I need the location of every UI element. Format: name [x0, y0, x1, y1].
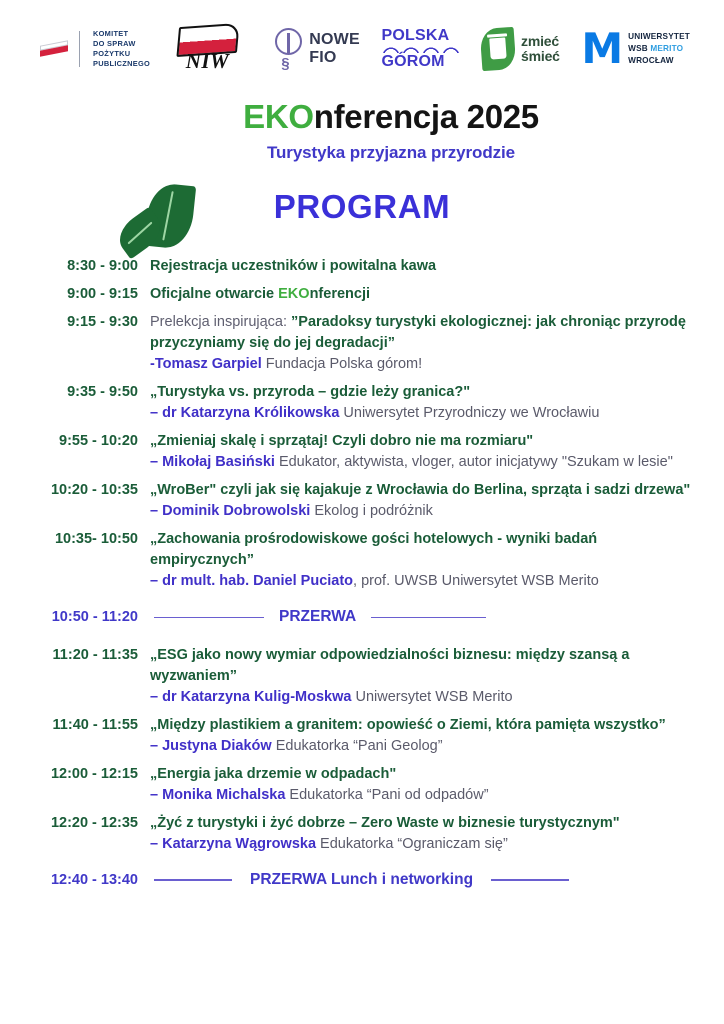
schedule-speaker-name: Katarzyna Wągrowska	[162, 835, 317, 852]
schedule-lead-in: Prelekcja inspirująca:	[150, 314, 292, 331]
schedule-dash: –	[150, 688, 163, 705]
schedule-speaker-affiliation: Edukatorka “Ograniczam się”	[316, 835, 508, 852]
schedule-talk-title: „WroBer" czyli jak się kajakuje z Wrocławia do Berlina, sprząta i sadzi drzewa"	[150, 482, 691, 499]
schedule-talk-title: „Żyć z turystyki i żyć dobrze – Zero Waste w biznesie turystycznym"	[150, 814, 620, 831]
leaf-logo-icon	[113, 184, 205, 262]
schedule-talk-title: „Turystyka vs. przyroda – gdzie leży granica?"	[150, 384, 471, 401]
schedule-time: 12:40 - 13:40	[50, 871, 138, 888]
logo-zmiec-line2: śmieć	[521, 48, 560, 64]
schedule-plain-pre: Oficjalne otwarcie	[150, 286, 279, 303]
schedule-row	[22, 813, 702, 855]
schedule-speaker-name: Dominik Dobrowolski	[162, 503, 311, 520]
page-title-accent: EKO	[243, 98, 314, 135]
schedule-body	[150, 480, 702, 522]
schedule-speaker-name: Justyna Diaków	[162, 737, 272, 754]
logo-nowe-fio	[275, 28, 360, 70]
break-divider-left	[154, 879, 232, 881]
schedule-time: 12:00 - 12:15	[50, 765, 138, 782]
schedule-body	[150, 284, 702, 305]
schedule-time: 9:15 - 9:30	[67, 314, 138, 331]
schedule-time: 11:40 - 11:55	[52, 716, 138, 733]
schedule-time: 10:35- 10:50	[54, 531, 138, 548]
logo-fio-line2: FIO	[309, 49, 337, 66]
logo-komitet-line2: DO SPRAW	[93, 38, 136, 48]
schedule-speaker-affiliation: Edukator, aktywista, vloger, autor inicjatywy "Szukam w lesie"	[274, 454, 673, 471]
break-divider-right	[491, 879, 569, 881]
schedule-body	[150, 312, 702, 375]
schedule-dash: –	[150, 503, 163, 520]
logo-wsb-merito: MERITO	[650, 44, 684, 54]
schedule-talk-title: ”Paradoksy turystyki ekologicznej: jak chroniąc przyrodę przyczyniamy się do jej degradacji”	[150, 314, 686, 352]
schedule-row	[22, 480, 702, 522]
schedule-speaker-affiliation: Edukatorka “Pani od odpadów”	[285, 786, 489, 803]
break-body	[150, 606, 702, 628]
polish-flag-icon	[38, 38, 72, 60]
schedule-time: 10:50 - 11:20	[51, 608, 138, 625]
schedule-row	[22, 431, 702, 473]
schedule-speaker-affiliation: Fundacja Polska górom!	[261, 356, 423, 373]
divider	[79, 31, 80, 67]
break-row	[22, 606, 702, 628]
logo-komitet-do-spraw-pozytku-publicznego	[38, 29, 150, 70]
schedule-body	[150, 764, 702, 806]
schedule-row	[22, 529, 702, 592]
logo-fio-line1: NOWE	[309, 31, 360, 49]
logo-wsb-line3: WROCŁAW	[628, 55, 674, 65]
schedule-speaker-name: Monika Michalska	[162, 786, 286, 803]
schedule-body	[150, 529, 702, 592]
schedule-body	[150, 715, 702, 757]
schedule-speaker-affiliation: Edukatorka “Pani Geolog”	[271, 737, 443, 754]
schedule-body	[150, 256, 702, 277]
schedule-plain-post: nferencji	[309, 286, 370, 303]
schedule-speaker-affiliation: Uniwersytet WSB Merito	[351, 688, 513, 705]
schedule-row	[22, 645, 702, 708]
program-heading: PROGRAM	[273, 188, 451, 225]
schedule-time: 9:35 - 9:50	[67, 384, 138, 401]
logo-polska-gorom-line2: GÓROM	[381, 52, 445, 70]
logo-uniwersytet-wsb-merito	[581, 23, 690, 73]
logo-wsb-wsb: WSB	[628, 44, 651, 54]
schedule-row	[22, 284, 702, 305]
logo-polska-gorom-line1: POLSKA	[381, 26, 450, 44]
schedule-body	[150, 382, 702, 424]
schedule-time: 11:20 - 11:35	[52, 646, 138, 663]
logo-wsb-line2	[628, 43, 690, 55]
logo-polska-gorom	[381, 28, 459, 71]
schedule-talk-title: „Zachowania prośrodowiskowe gości hotelowych - wyniki badań empirycznych”	[150, 531, 598, 569]
schedule-dash: -	[150, 356, 155, 373]
logo-niw-label: NIW	[185, 49, 230, 73]
schedule-speaker-name: dr Katarzyna Kulig-Moskwa	[162, 688, 352, 705]
schedule-speaker-name: Tomasz Garpiel	[154, 356, 262, 373]
logo-komitet-label	[87, 29, 150, 70]
logo-wsb-label	[628, 31, 690, 67]
schedule-talk-title: „Między plastikiem a granitem: opowieść o Ziemi, która pamięta wszystko”	[150, 716, 666, 733]
schedule-body	[150, 431, 702, 473]
schedule-dash: –	[150, 454, 163, 471]
schedule-speaker-name: Mikołaj Basiński	[162, 454, 275, 471]
schedule-row	[22, 764, 702, 806]
logo-zmiec-line1: zmieć	[521, 33, 559, 50]
leaf-bin-icon	[480, 27, 517, 71]
break-row	[22, 869, 702, 891]
schedule-dash: –	[150, 405, 163, 422]
mountain-wave-icon	[381, 46, 459, 53]
schedule-row	[22, 715, 702, 757]
break-divider-right	[371, 617, 486, 619]
logo-niw	[172, 22, 254, 76]
logo-komitet-line4: PUBLICZNEGO	[93, 59, 151, 69]
schedule-speaker-affiliation: Uniwersytet Przyrodniczy we Wrocławiu	[339, 405, 600, 422]
break-divider-left	[154, 617, 264, 619]
page-title	[0, 84, 724, 136]
schedule-talk-title: „Energia jaka drzemie w odpadach"	[150, 765, 397, 782]
break-body	[150, 869, 702, 891]
schedule-speaker-affiliation: , prof. UWSB Uniwersytet WSB Merito	[353, 573, 599, 590]
schedule-plain-text: Rejestracja uczestników i powitalna kawa	[150, 258, 437, 274]
logo-komitet-line1: KOMITET	[93, 28, 129, 38]
logo-zmiec-smiec-label	[521, 34, 560, 63]
schedule-speaker-name: dr mult. hab. Daniel Puciato	[162, 573, 354, 590]
page-title-rest: nferencja 2025	[313, 98, 539, 135]
schedule-plain-text	[150, 286, 370, 302]
conference-header	[0, 84, 724, 234]
schedule-row	[22, 382, 702, 424]
schedule-time: 12:20 - 12:35	[50, 814, 138, 831]
schedule-speaker-name: dr Katarzyna Królikowska	[162, 405, 340, 422]
schedule-row	[22, 312, 702, 375]
page-subtitle: Turystyka przyjazna przyrodzie	[267, 143, 515, 162]
schedule-time: 9:00 - 9:15	[67, 286, 138, 303]
schedule-time: 10:20 - 10:35	[50, 482, 138, 499]
schedule-dash: –	[150, 737, 163, 754]
wsb-m-mark-icon: M	[581, 23, 621, 73]
schedule-plain-accent: EKO	[278, 286, 310, 303]
logo-komitet-line3: POŻYTKU	[93, 49, 131, 58]
schedule-dash: –	[150, 786, 163, 803]
lightbulb-icon: §	[275, 28, 302, 70]
program-schedule	[0, 234, 724, 891]
schedule-time: 8:30 - 9:00	[67, 258, 138, 274]
logo-nowe-fio-label	[309, 31, 360, 67]
schedule-dash: –	[150, 835, 163, 852]
schedule-body	[150, 813, 702, 855]
schedule-dash: –	[150, 573, 163, 590]
logo-wsb-line1: UNIWERSYTET	[628, 32, 690, 42]
schedule-speaker-affiliation: Ekolog i podróżnik	[310, 503, 433, 520]
break-label: PRZERWA	[279, 608, 357, 626]
schedule-body	[150, 645, 702, 708]
break-label: PRZERWA Lunch i networking	[250, 870, 474, 888]
schedule-talk-title: „Zmieniaj skalę i sprzątaj! Czyli dobro nie ma rozmiaru"	[150, 433, 534, 450]
sponsor-logo-bar	[0, 0, 724, 84]
schedule-talk-title: „ESG jako nowy wymiar odpowiedzialności biznesu: między szansą a wyzwaniem”	[150, 646, 630, 684]
schedule-time: 9:55 - 10:20	[59, 433, 138, 450]
logo-zmiec-smiec	[481, 28, 560, 70]
